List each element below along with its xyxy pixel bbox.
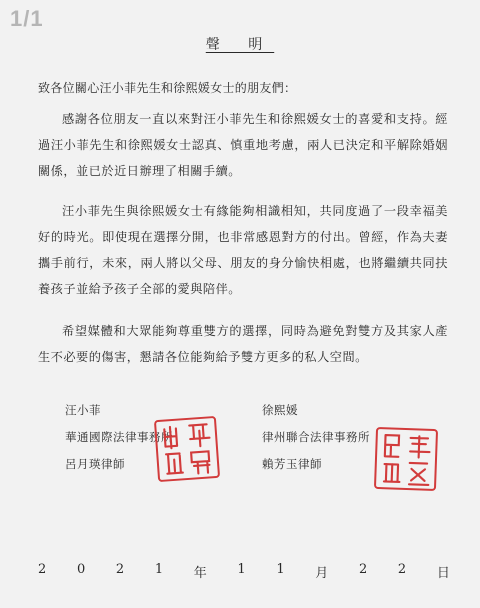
signatory-name: 徐熙媛 bbox=[262, 403, 298, 417]
page-indicator: 1/1 bbox=[10, 6, 44, 31]
seal-stamp-icon bbox=[154, 416, 220, 482]
date-char: 1 bbox=[276, 562, 285, 577]
document-title: 聲 明 bbox=[205, 37, 275, 53]
lawyer-name: 呂月瑛律師 bbox=[65, 457, 125, 471]
paragraph-2: 汪小菲先生與徐熙媛女士有緣能夠相識相知，共同度過了一段幸福美好的時光。即使現在選擇分開，也非常感恩對方的付出。曾經，作為夫妻攜手前行，未來，兩人將以父母、朋友的身分愉快相處，也將繼續共同扶養孩子並給予孩子全部的愛與陪伴。 bbox=[38, 204, 448, 296]
seal-stamp-icon bbox=[374, 427, 438, 491]
seal-glyphs-icon bbox=[156, 418, 218, 480]
date-char: 日 bbox=[436, 566, 450, 581]
paragraph-1: 感謝各位朋友一直以來對汪小菲先生和徐熙媛女士的喜愛和支持。經過汪小菲先生和徐熙媛女士認真、慎重地考慮，兩人已決定和平解除婚姻關係，並已於近日辦理了相關手續。 bbox=[38, 112, 448, 178]
signatory-name: 汪小菲 bbox=[65, 403, 101, 417]
signature-block-right bbox=[262, 397, 370, 478]
date-char: 2 bbox=[397, 562, 407, 577]
date-char: 年 bbox=[193, 566, 207, 581]
seal-glyphs-icon bbox=[376, 429, 436, 489]
date-line bbox=[38, 562, 450, 581]
lawyer-name: 賴芳玉律師 bbox=[262, 457, 322, 471]
paragraph-3: 希望媒體和大眾能夠尊重雙方的選擇，同時為避免對雙方及其家人產生不必要的傷害，懇請各位能夠給予雙方更多的私人空間。 bbox=[38, 324, 448, 364]
date-char: 2 bbox=[38, 562, 47, 577]
law-firm: 律州聯合法律事務所 bbox=[262, 430, 370, 444]
date-char: 1 bbox=[237, 562, 246, 577]
date-char: 1 bbox=[154, 562, 164, 577]
greeting: 致各位關心汪小菲先生和徐熙媛女士的朋友們： bbox=[38, 81, 297, 95]
date-char: 月 bbox=[315, 566, 329, 581]
date-char: 0 bbox=[76, 562, 86, 577]
law-firm: 華通國際法律事務所 bbox=[65, 430, 173, 444]
date-char: 2 bbox=[115, 562, 125, 577]
date-char: 2 bbox=[358, 562, 368, 577]
